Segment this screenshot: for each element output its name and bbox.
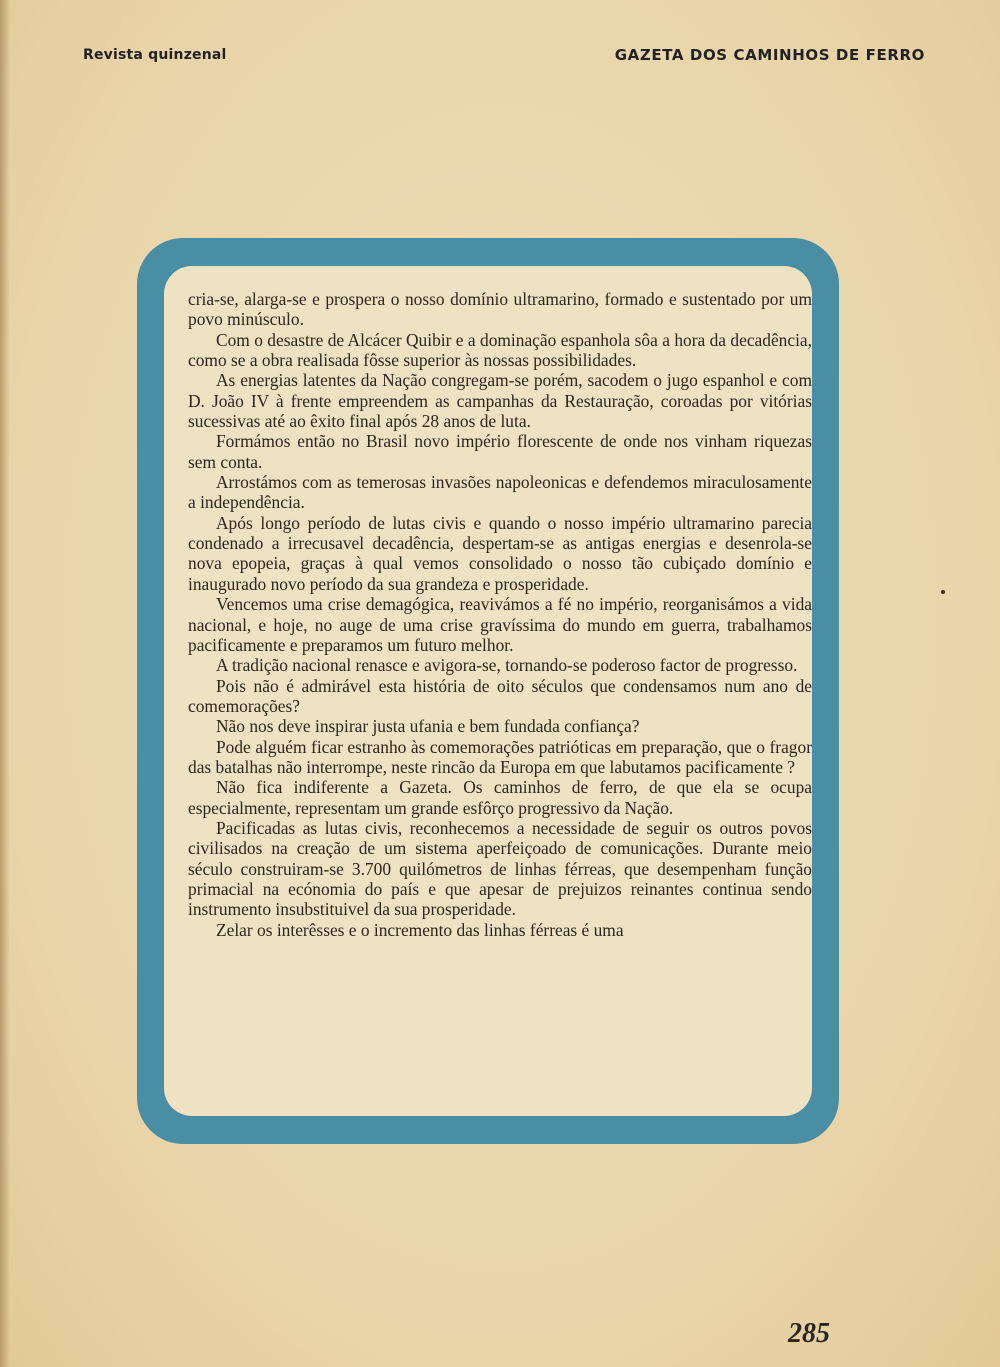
article-body bbox=[188, 289, 812, 940]
paragraph: Não fica indiferente a Gazeta. Os caminhos de ferro, de que ela se ocupa especialmente, representam um grande esfôrço progressivo da Nação. bbox=[188, 777, 812, 818]
paragraph: Formámos então no Brasil novo império florescente de onde nos vinham riquezas sem conta. bbox=[188, 431, 812, 472]
paragraph: Pacificadas as lutas civis, reconhecemos a necessidade de seguir os outros povos civilisados na creação de um sistema aperfeiçoado de comunicações. Durante meio século construiram-se 3.700 quilómetros de linhas férreas, que desempenham função primacial na ecónomia do país e que apesar de prejuizos reinantes continua sendo instrumento insubstituivel da sua prosperidade. bbox=[188, 817, 812, 920]
paragraph: Zelar os interêsses e o incremento das linhas férreas é uma bbox=[216, 919, 624, 940]
paragraph: Pode alguém ficar estranho às comemorações patrióticas em preparação, que o fragor das batalhas não interrompe, neste rincão da Europa em que labutamos pacificamente ? bbox=[188, 736, 812, 777]
paragraph: Após longo período de lutas civis e quando o nosso império ultramarino parecia condenado a irrecusavel decadência, despertam-se as antigas energias e desenrola-se nova epopeia, graças à qual vemos consolidado o nosso tão cubiçado domínio e inaugurado novo período da sua grandeza e prosperidade. bbox=[188, 512, 812, 594]
page-edge-shadow bbox=[0, 0, 10, 1367]
paragraph: As energias latentes da Nação congregam-se porém, sacodem o jugo espanhol e com D. João IV à frente empreendem as campanhas da Restauração, coroadas por vitórias sucessivas até ao êxito final após 28 anos de luta. bbox=[188, 370, 812, 432]
running-head-left: Revista quinzenal bbox=[83, 47, 227, 63]
running-head-right: GAZETA DOS CAMINHOS DE FERRO bbox=[614, 46, 925, 64]
paragraph: Arrostámos com as temerosas invasões napoleonicas e defendemos miraculosamente a independência. bbox=[188, 472, 812, 513]
paragraph: Vencemos uma crise demagógica, reavivámos a fé no império, reorganisámos a vida nacional, e hoje, no auge de uma crise gravíssima do mundo em guerra, trabalhamos pacificamente e preparamos um futuro melhor. bbox=[188, 594, 812, 655]
ink-speck bbox=[941, 590, 945, 594]
paragraph: cria-se, alarga-se e prospera o nosso domínio ultramarino, formado e sustentado por um povo minúsculo. bbox=[188, 289, 812, 330]
paragraph: Pois não é admirável esta história de oito séculos que condensamos num ano de comemorações? bbox=[188, 675, 812, 716]
paragraph: A tradição nacional renasce e avigora-se, tornando-se poderoso factor de progresso. bbox=[216, 655, 798, 676]
page-number: 285 bbox=[788, 1318, 830, 1349]
paragraph: Não nos deve inspirar justa ufania e bem fundada confiança? bbox=[216, 716, 640, 737]
paragraph: Com o desastre de Alcácer Quibir e a dominação espanhola sôa a hora da decadência, como se a obra realisada fôsse superior às nossas possibilidades. bbox=[188, 329, 812, 371]
